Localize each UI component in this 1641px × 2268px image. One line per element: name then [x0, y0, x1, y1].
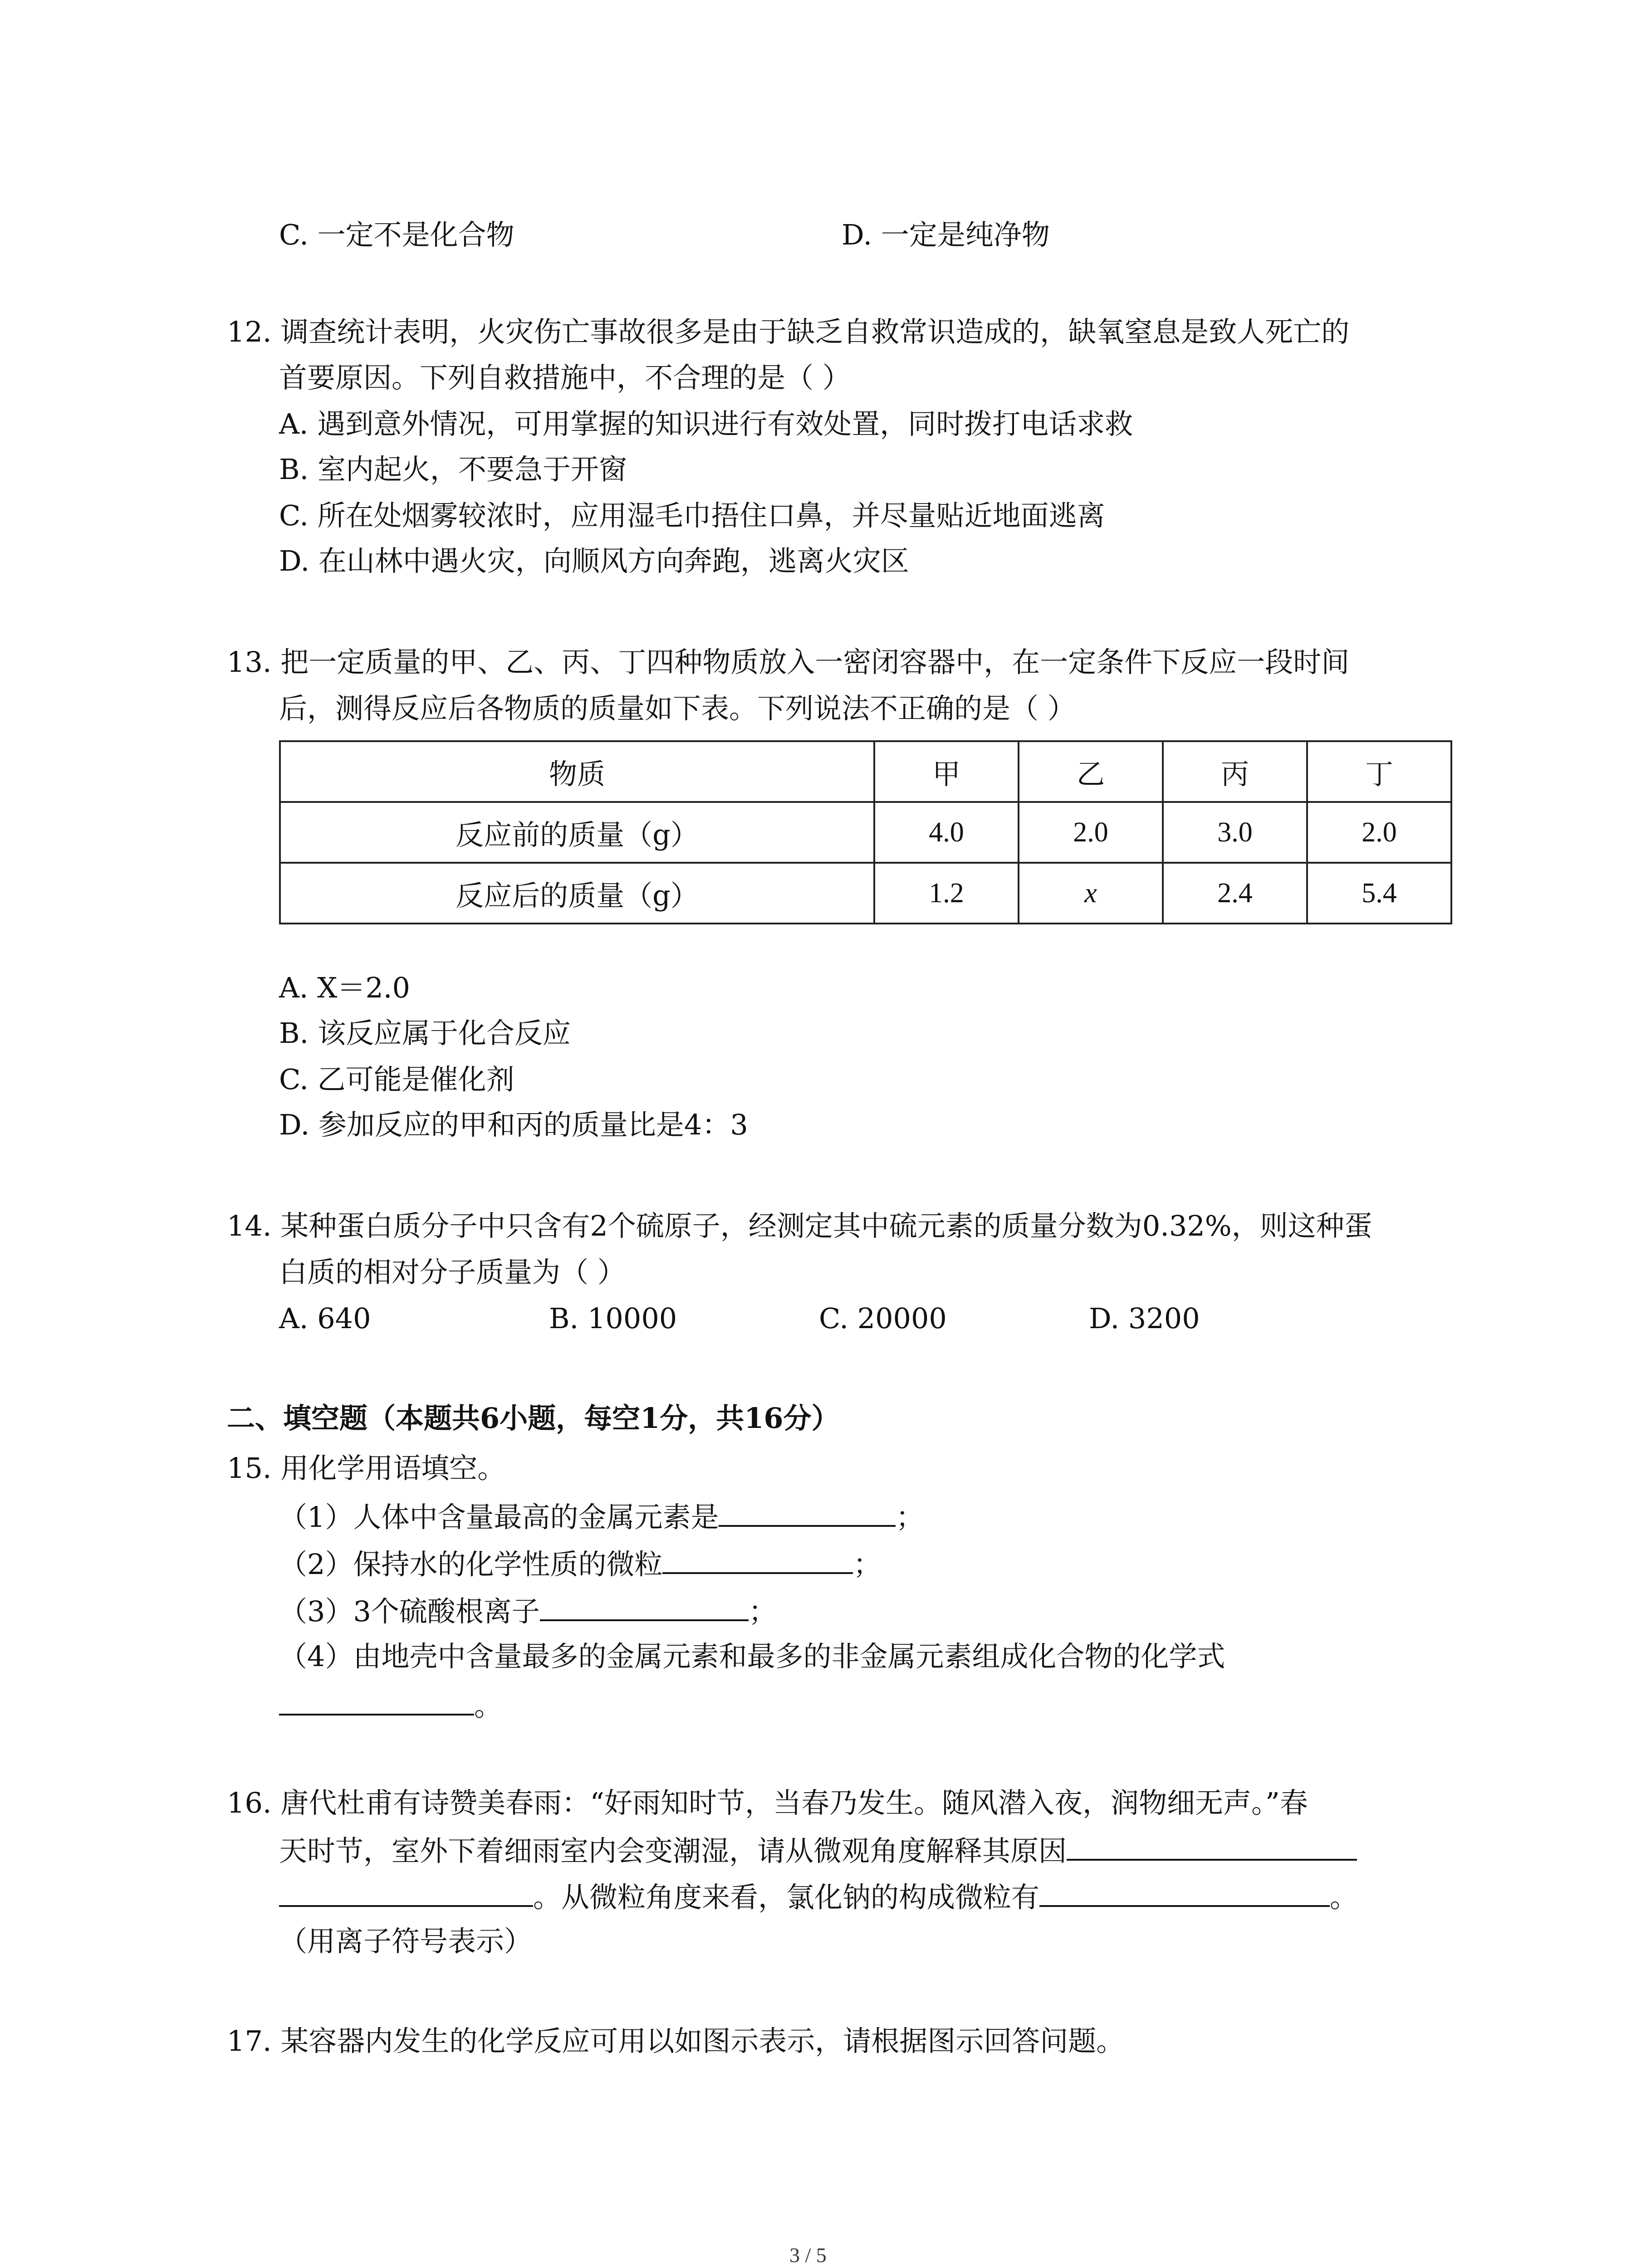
q12-option-d: D. 在山林中遇火灾，向顺风方向奔跑，逃离火灾区 — [279, 544, 909, 577]
q15-stem: 15. 用化学用语填空。 — [227, 1452, 506, 1485]
q15-item-3 — [279, 1591, 777, 1630]
q13-stem-line1: 13. 把一定质量的甲、乙、丙、丁四种物质放入一密闭容器中，在一定条件下反应一段时间 — [227, 645, 1350, 679]
table-cell: x — [1019, 863, 1163, 924]
q12-option-c: C. 所在处烟雾较浓时，应用湿毛巾捂住口鼻，并尽量贴近地面逃离 — [279, 499, 1105, 532]
table-row — [280, 863, 1451, 924]
q14-option-a: A. 640 — [279, 1302, 371, 1335]
q16-line3-text: 。从微粒角度来看，氯化钠的构成微粒有 — [533, 1881, 1040, 1914]
q16-stem-line1: 16. 唐代杜甫有诗赞美春雨：“好雨知时节，当春乃发生。随风潜入夜，润物细无声。”春 — [227, 1786, 1308, 1819]
q14-stem-line1: 14. 某种蛋白质分子中只含有2个硫原子，经测定其中硫元素的质量分数为0.32%，则这种蛋 — [227, 1209, 1372, 1242]
q16-stem-line3 — [279, 1877, 1358, 1916]
table-header-row — [280, 741, 1451, 802]
table-cell: 5.4 — [1307, 863, 1451, 924]
q12-option-a: A. 遇到意外情况，可用掌握的知识进行有效处置，同时拨打电话求救 — [279, 407, 1133, 440]
q15-item-4-answer-line — [279, 1686, 502, 1724]
table-header-cell: 物质 — [280, 741, 874, 802]
q15-item-3-text: （3）3个硫酸根离子 — [279, 1595, 540, 1628]
q16-line3-punct: 。 — [1330, 1881, 1358, 1914]
q13-option-a: A. X＝2.0 — [279, 971, 410, 1004]
q11-option-c: C. 一定不是化合物 — [279, 218, 514, 251]
q15-item-2-punct: ； — [853, 1548, 882, 1581]
q13-option-c: C. 乙可能是催化剂 — [279, 1063, 514, 1096]
q14-option-b: B. 10000 — [549, 1302, 677, 1335]
table-cell: 3.0 — [1163, 802, 1307, 863]
q14-stem-line2: 白质的相对分子质量为（ ） — [279, 1256, 626, 1289]
q12-stem-line1: 12. 调查统计表明，火灾伤亡事故很多是由于缺乏自救常识造成的，缺氧窒息是致人死亡的 — [227, 315, 1350, 348]
q16-stem-line2 — [279, 1831, 1357, 1869]
q15-item-2-text: （2）保持水的化学性质的微粒 — [279, 1548, 663, 1581]
answer-blank[interactable] — [662, 1544, 853, 1574]
section-heading: 二、填空题（本题共6小题，每空1分，共16分） — [227, 1402, 840, 1435]
answer-blank[interactable] — [719, 1497, 896, 1527]
q15-item-4-punct: 。 — [474, 1689, 503, 1722]
table-header-cell: 丁 — [1307, 741, 1451, 802]
table-header-cell: 乙 — [1019, 741, 1163, 802]
q13-option-d: D. 参加反应的甲和丙的质量比是4：3 — [279, 1108, 748, 1141]
answer-blank[interactable] — [1067, 1831, 1357, 1861]
table-cell: 4.0 — [874, 802, 1019, 863]
answer-blank[interactable] — [1039, 1877, 1330, 1907]
q14-option-c: C. 20000 — [819, 1302, 947, 1335]
q15-item-2 — [279, 1544, 881, 1583]
table-row — [280, 802, 1451, 863]
q14-option-d: D. 3200 — [1089, 1302, 1200, 1335]
table-header-cell: 甲 — [874, 741, 1019, 802]
q15-item-1 — [279, 1497, 924, 1535]
table-cell: 反应后的质量（g） — [280, 863, 874, 924]
q12-option-b: B. 室内起火，不要急于开窗 — [279, 453, 627, 486]
answer-blank[interactable] — [279, 1686, 474, 1716]
q13-option-b: B. 该反应属于化合反应 — [279, 1017, 571, 1050]
q15-item-4: （4）由地壳中含量最多的金属元素和最多的非金属元素组成化合物的化学式 — [279, 1640, 1225, 1673]
page-number: 3 / 5 — [789, 2244, 827, 2267]
q13-stem-line2: 后，测得反应后各物质的质量如下表。下列说法不正确的是（ ） — [279, 692, 1076, 725]
q16-stem-line4: （用离子符号表示） — [279, 1925, 533, 1958]
table-cell: 2.0 — [1019, 802, 1163, 863]
table-cell: 2.4 — [1163, 863, 1307, 924]
table-cell: 2.0 — [1307, 802, 1451, 863]
q15-item-1-text: （1）人体中含量最高的金属元素是 — [279, 1501, 719, 1534]
q16-line2-text: 天时节，室外下着细雨室内会变潮湿，请从微观角度解释其原因 — [279, 1834, 1067, 1867]
q15-item-1-punct: ； — [896, 1501, 924, 1534]
q12-stem-line2: 首要原因。下列自救措施中，不合理的是（ ） — [279, 361, 851, 394]
table-cell: 反应前的质量（g） — [280, 802, 874, 863]
answer-blank[interactable] — [540, 1591, 749, 1621]
answer-blank[interactable] — [279, 1877, 533, 1907]
table-header-cell: 丙 — [1163, 741, 1307, 802]
table-cell: 1.2 — [874, 863, 1019, 924]
q17-stem: 17. 某容器内发生的化学反应可用以如图示表示，请根据图示回答问题。 — [227, 2024, 1125, 2058]
q15-item-3-punct: ； — [748, 1595, 777, 1628]
q11-option-d: D. 一定是纯净物 — [842, 218, 1050, 251]
mass-table — [279, 740, 1452, 924]
